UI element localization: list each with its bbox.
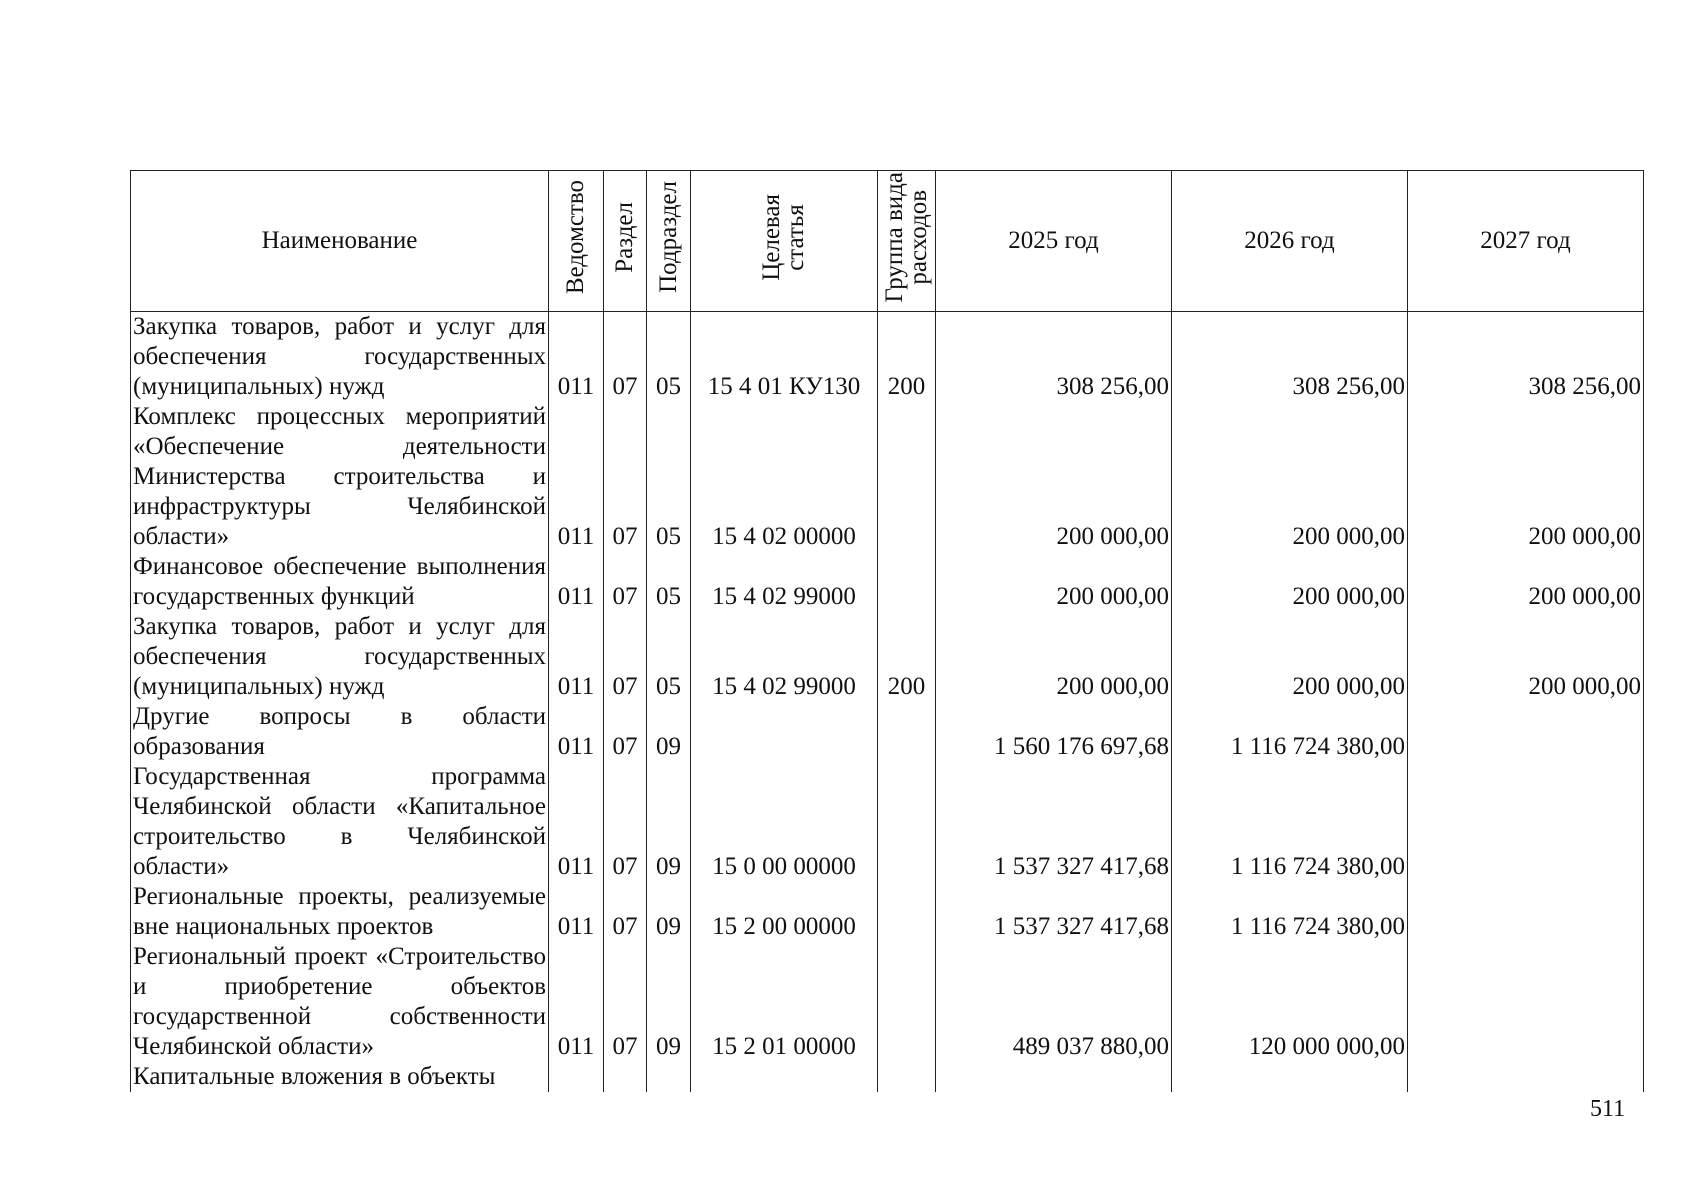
cell-2025: 200 000,00: [936, 552, 1172, 612]
cell-podrazdel: 09: [647, 762, 691, 882]
cell-podrazdel: 09: [647, 882, 691, 942]
cell-name: Финансовое обеспечение выполнения государственных функций: [131, 552, 549, 612]
cell-podrazdel: 05: [647, 312, 691, 403]
header-vedomstvo: [549, 171, 604, 312]
table-row: [131, 312, 1644, 403]
cell-2027: [1408, 702, 1644, 762]
table-row: [131, 882, 1644, 942]
header-target-text: [760, 194, 808, 281]
cell-group: 200: [878, 312, 936, 403]
table-row: [131, 762, 1644, 882]
cell-target: [691, 1062, 878, 1092]
cell-name: Региональные проекты, реализуемые вне национальных проектов: [131, 882, 549, 942]
cell-podrazdel: 09: [647, 942, 691, 1062]
table-row: [131, 1062, 1644, 1092]
cell-group: 200: [878, 612, 936, 702]
cell-podrazdel: 05: [647, 612, 691, 702]
cell-2026: 120 000 000,00: [1172, 942, 1408, 1062]
cell-group: [878, 1062, 936, 1092]
header-group-text: [880, 171, 932, 303]
cell-name: Государственная программа Челябинской области «Капитальное строительство в Челябинской области»: [131, 762, 549, 882]
header-group-line-1: Группа вида: [880, 171, 908, 303]
cell-target: 15 0 00 00000: [691, 762, 878, 882]
cell-razdel: 07: [604, 942, 647, 1062]
cell-razdel: 07: [604, 882, 647, 942]
cell-2027: [1408, 1062, 1644, 1092]
header-2026: 2026 год: [1172, 171, 1408, 312]
table-row: [131, 552, 1644, 612]
cell-vedomstvo: 011: [549, 702, 604, 762]
cell-2027: 308 256,00: [1408, 312, 1644, 403]
cell-group: [878, 702, 936, 762]
cell-2025: 200 000,00: [936, 612, 1172, 702]
cell-2025: [936, 1062, 1172, 1092]
cell-razdel: 07: [604, 402, 647, 552]
cell-vedomstvo: 011: [549, 402, 604, 552]
cell-vedomstvo: [549, 1062, 604, 1092]
cell-vedomstvo: 011: [549, 882, 604, 942]
cell-razdel: 07: [604, 312, 647, 403]
cell-2027: [1408, 882, 1644, 942]
cell-2025: 1 560 176 697,68: [936, 702, 1172, 762]
cell-vedomstvo: 011: [549, 612, 604, 702]
cell-group: [878, 762, 936, 882]
cell-podrazdel: [647, 1062, 691, 1092]
cell-2025: 1 537 327 417,68: [936, 762, 1172, 882]
cell-2026: 308 256,00: [1172, 312, 1408, 403]
cell-podrazdel: 09: [647, 702, 691, 762]
cell-2027: [1408, 942, 1644, 1062]
table-row: [131, 402, 1644, 552]
cell-target: 15 4 02 99000: [691, 552, 878, 612]
budget-table: [130, 170, 1644, 1092]
cell-razdel: 07: [604, 552, 647, 612]
cell-vedomstvo: 011: [549, 762, 604, 882]
table-header-row: [131, 171, 1644, 312]
cell-2025: 489 037 880,00: [936, 942, 1172, 1062]
cell-2026: 1 116 724 380,00: [1172, 762, 1408, 882]
cell-name: Региональный проект «Строительство и приобретение объектов государственной собственности Челябинской области»: [131, 942, 549, 1062]
table-row: [131, 942, 1644, 1062]
cell-vedomstvo: 011: [549, 312, 604, 403]
cell-2025: 308 256,00: [936, 312, 1172, 403]
header-2025: 2025 год: [936, 171, 1172, 312]
cell-name: Закупка товаров, работ и услуг для обеспечения государственных (муниципальных) нужд: [131, 312, 549, 403]
cell-razdel: 07: [604, 612, 647, 702]
cell-2026: 1 116 724 380,00: [1172, 702, 1408, 762]
cell-group: [878, 882, 936, 942]
cell-razdel: [604, 1062, 647, 1092]
table-body: [131, 312, 1644, 1093]
table-row: [131, 612, 1644, 702]
cell-target: 15 4 02 99000: [691, 612, 878, 702]
cell-2025: 200 000,00: [936, 402, 1172, 552]
cell-target: 15 2 00 00000: [691, 882, 878, 942]
cell-2027: 200 000,00: [1408, 552, 1644, 612]
cell-2026: 1 116 724 380,00: [1172, 882, 1408, 942]
header-target-line-2: статья: [782, 203, 809, 271]
table-row: [131, 702, 1644, 762]
cell-name: Закупка товаров, работ и услуг для обеспечения государственных (муниципальных) нужд: [131, 612, 549, 702]
header-target: [691, 171, 878, 312]
cell-2026: 200 000,00: [1172, 402, 1408, 552]
header-group: [878, 171, 936, 312]
cell-podrazdel: 05: [647, 402, 691, 552]
header-podrazdel-text: Подраздел: [654, 181, 682, 293]
cell-name: Комплекс процессных мероприятий «Обеспечение деятельности Министерства строительства и инфраструктуры Челябинской области»: [131, 402, 549, 552]
header-vedomstvo-text: Ведомство: [562, 179, 589, 295]
header-name: Наименование: [131, 171, 549, 312]
cell-target: 15 2 01 00000: [691, 942, 878, 1062]
header-podrazdel: [647, 171, 691, 312]
cell-target: 15 4 02 00000: [691, 402, 878, 552]
cell-2026: [1172, 1062, 1408, 1092]
page-number: 511: [1590, 1096, 1626, 1122]
header-group-line-2: расходов: [904, 189, 932, 285]
cell-2027: [1408, 762, 1644, 882]
cell-2027: 200 000,00: [1408, 402, 1644, 552]
cell-podrazdel: 05: [647, 552, 691, 612]
header-razdel-text: Раздел: [611, 201, 638, 273]
cell-razdel: 07: [604, 762, 647, 882]
cell-group: [878, 402, 936, 552]
cell-razdel: 07: [604, 702, 647, 762]
cell-vedomstvo: 011: [549, 552, 604, 612]
header-target-line-1: Целевая: [758, 193, 785, 281]
cell-2027: 200 000,00: [1408, 612, 1644, 702]
cell-2026: 200 000,00: [1172, 612, 1408, 702]
cell-name: Другие вопросы в области образования: [131, 702, 549, 762]
cell-2025: 1 537 327 417,68: [936, 882, 1172, 942]
cell-name: Капитальные вложения в объекты: [131, 1062, 549, 1092]
cell-vedomstvo: 011: [549, 942, 604, 1062]
cell-target: 15 4 01 КУ130: [691, 312, 878, 403]
cell-group: [878, 942, 936, 1062]
cell-target: [691, 702, 878, 762]
header-razdel: [604, 171, 647, 312]
cell-group: [878, 552, 936, 612]
cell-2026: 200 000,00: [1172, 552, 1408, 612]
header-2027: 2027 год: [1408, 171, 1644, 312]
